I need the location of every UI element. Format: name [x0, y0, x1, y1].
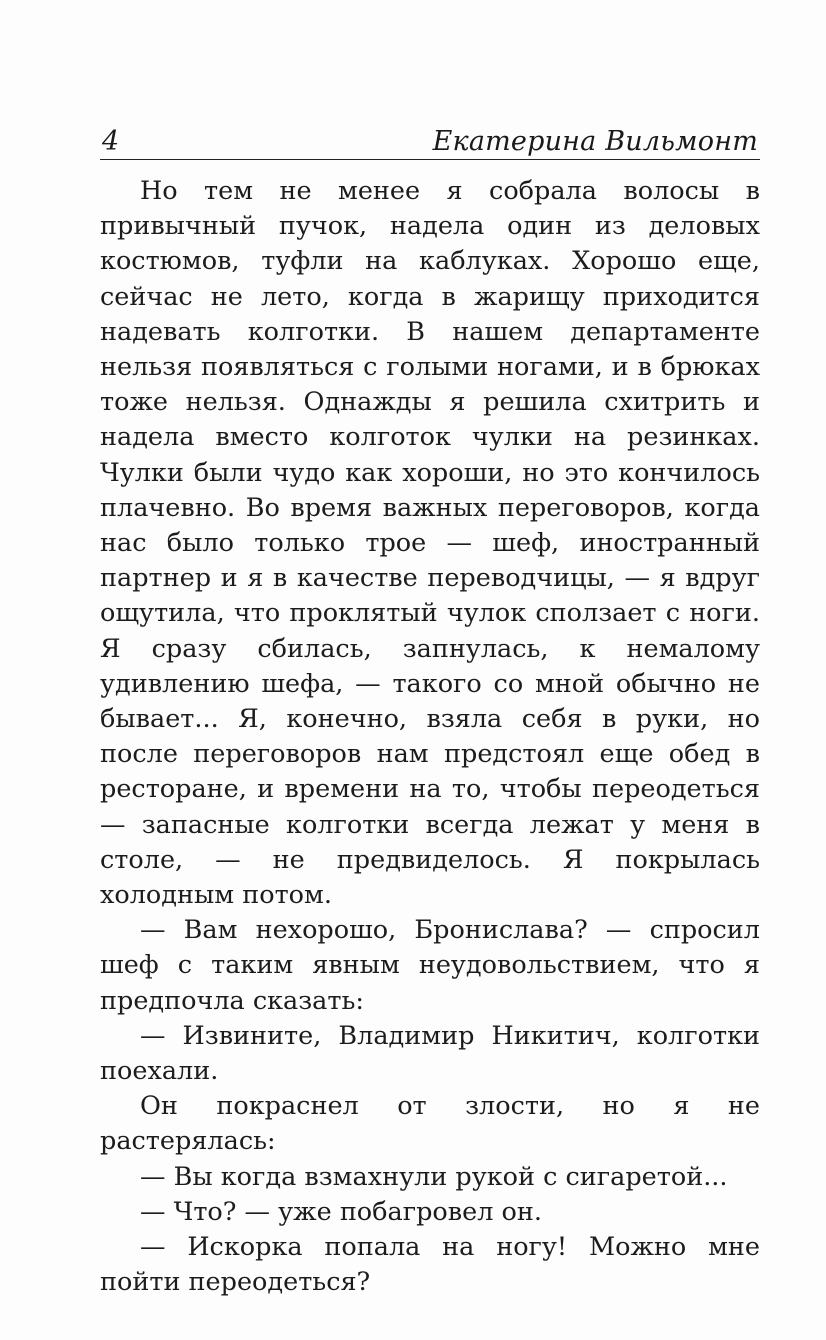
paragraph: — Вы когда взмахнули рукой с сигаретой...	[140, 1161, 728, 1192]
author-name: Екатерина Вильмонт	[432, 126, 758, 157]
running-header	[100, 122, 760, 160]
paragraph: — Вам нехорошо, Бронислава? — спросил шеф с таким явным неудовольствием, что я предпочла сказать:	[100, 915, 760, 1016]
paragraph: — Искорка попала на ногу! Можно мне пойти переодеться?	[100, 1232, 760, 1298]
paragraph: Он покраснел от злости, но я не растерялась:	[100, 1091, 760, 1157]
paragraph: Но тем не менее я собрала волосы в привычный пучок, надела один из деловых костюмов, туфли на каблуках. Хорошо еще, сейчас не лето, когда в жарищу приходится надевать колготки. В нашем департаменте нельзя появляться с голыми ногами, и в брюках тоже нельзя. Однажды я решила схитрить и надела вместо колготок чулки на резинках. Чулки были чудо как хороши, но это кончилось плачевно. Во время важных переговоров, когда нас было только трое — шеф, иностранный партнер и я в качестве переводчицы, — я вдруг ощутила, что проклятый чулок сползает с ноги. Я сразу сбилась, запнулась, к немалому удивлению шефа, — такого со мной обычно не бывает... Я, конечно, взяла себя в руки, но после переговоров нам предстоял еще обед в ресторане, и времени на то, чтобы переодеться — запасные колготки всегда лежат у меня в столе, — не предвиделось. Я покрылась холодным потом.	[100, 176, 760, 911]
body-text	[100, 174, 760, 1301]
page-number: 4	[102, 126, 120, 157]
book-page	[100, 122, 760, 1301]
paragraph: — Что? — уже побагровел он.	[140, 1196, 542, 1227]
paragraph: — Извините, Владимир Никитич, колготки поехали.	[100, 1020, 760, 1087]
